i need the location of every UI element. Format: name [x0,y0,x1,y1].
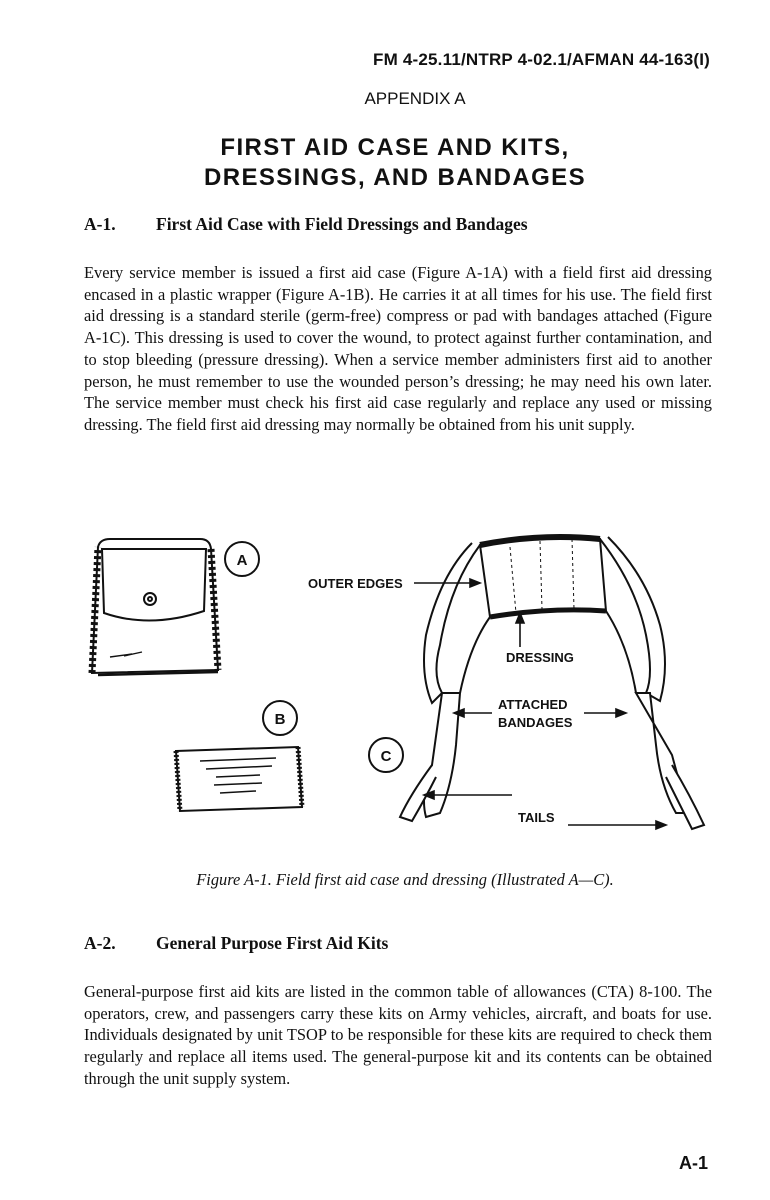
label-outer-edges: OUTER EDGES [308,576,403,591]
label-attached: ATTACHED [498,697,568,712]
section-heading-a2 [84,933,388,954]
field-dressing-drawing [400,537,704,829]
title-line-2: DRESSINGS, AND BANDAGES [203,164,587,191]
figure-a1-illustration [80,525,720,845]
first-aid-case-drawing [92,539,218,675]
label-b: B [274,711,286,728]
section-title: General Purpose First Aid Kits [156,933,389,953]
section-title: First Aid Case with Field Dressings and Bandages [156,214,528,234]
label-tails: TAILS [518,810,555,825]
appendix-label: APPENDIX A [364,89,466,108]
section-number: A-2. [84,933,116,953]
page-number: A-1 [678,1153,708,1173]
page-title [0,133,770,193]
label-c: C [380,748,392,765]
figure-a1 [80,525,720,845]
section-number: A-1. [84,214,116,234]
title-line-1: FIRST AID CASE AND KITS, [220,134,570,161]
document-id-header: FM 4-25.11/NTRP 4-02.1/AFMAN 44-163(I) [372,50,710,69]
label-a: A [236,552,248,569]
figure-caption: Figure A-1. Field first aid case and dressing (Illustrated A—C). [196,870,614,889]
section-a1-body: Every service member is issued a first aid case (Figure A-1A) with a field first aid dressing encased in a plastic wrapper (Figure A-1B). He carries it at all times for his use. The field first aid dressing is a standard sterile (germ-free) compress or pad with bandages attached (Figure A-1C). This dressing is used to cover the wound, to protect against further contamination, and to stop bleeding (pressure dressing). When a service member administers first aid to another person, he must remember to use the wounded person’s dressing; he may need his own later. The service member must check his first aid case regularly and replace any used or missing dressing. The field first aid dressing may normally be obtained from his unit supply. [84,263,712,434]
wrapped-dressing-drawing [176,747,302,811]
section-heading-a1 [84,214,528,235]
label-dressing: DRESSING [506,650,574,665]
label-bandages: BANDAGES [498,715,573,730]
section-a2-body: General-purpose first aid kits are listed in the common table of allowances (CTA) 8-100. The operators, crew, and passengers carry these kits on Army vehicles, aircraft, and boats for use. Individuals designated by unit TSOP to be responsible for these kits are required to check them regularly and replace all items used. The general-purpose kit and its contents can be obtained through the unit supply system. [84,982,712,1088]
